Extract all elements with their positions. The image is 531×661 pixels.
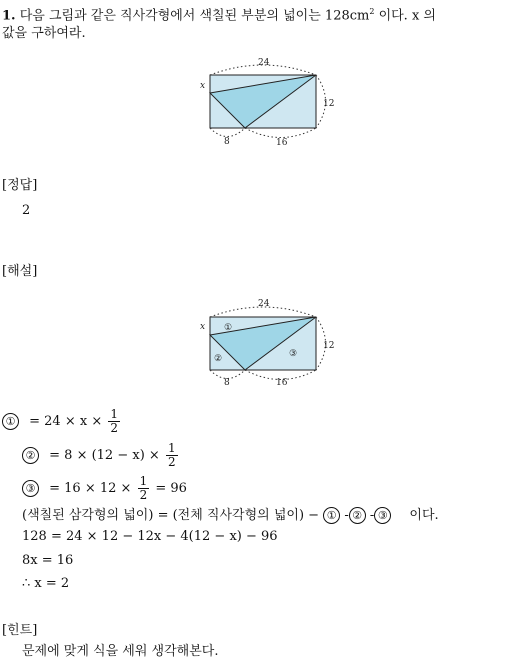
sentence-text: (색칠된 삼각형의 넓이) = (전체 직사각형의 넓이) −: [22, 508, 320, 523]
problem-figure: [195, 55, 345, 147]
fraction-half: $\frac{1}{2}$: [110, 407, 119, 435]
equation-line-6: 8x = 16: [22, 553, 74, 568]
top-label: 24: [258, 299, 270, 309]
area-relation-sentence: [22, 507, 439, 525]
equation-3-text: = 16 × 12 ×: [49, 481, 132, 496]
problem-text: 다음 그림과 같은 직사각형에서 색칠된 부분의 넓이는 128cm: [19, 8, 370, 24]
hint-heading: [힌트]: [2, 623, 38, 638]
bottom-right-label: 16: [276, 378, 288, 385]
circle-2: ②: [349, 507, 366, 524]
hint-text: 문제에 맞게 식을 세워 생각해본다.: [22, 644, 219, 659]
circle-1: ①: [2, 413, 19, 430]
minus-sign: -: [344, 508, 349, 523]
problem-text-end: 이다. x 의: [374, 8, 436, 24]
problem-text-line2: 값을 구하여라.: [2, 26, 86, 41]
x-label: x: [200, 81, 206, 91]
equation-1-text: = 24 × x ×: [29, 414, 103, 429]
answer-heading: [정답]: [2, 178, 38, 193]
problem-number: 1.: [2, 8, 16, 24]
x-label: x: [200, 322, 206, 332]
bottom-left-label: 8: [224, 137, 230, 147]
bottom-left-dimension-arc: [210, 128, 245, 137]
circle-3: ③: [374, 507, 391, 524]
circle-3: ③: [22, 480, 39, 497]
circle-1: ①: [323, 507, 340, 524]
right-label: 12: [323, 99, 335, 109]
bottom-right-dimension-arc: [245, 128, 316, 138]
solution-heading: [해설]: [2, 264, 38, 279]
top-label: 24: [258, 58, 270, 68]
bottom-left-label: 8: [224, 378, 230, 385]
region-3-marker: ③: [289, 349, 298, 359]
answer-value: 2: [22, 203, 31, 218]
equation-line-5: 128 = 24 × 12 − 12x − 4(12 − x) − 96: [22, 529, 278, 544]
problem-statement: [2, 3, 436, 25]
equation-2: [22, 442, 180, 469]
fraction-half: $\frac{1}{2}$: [167, 441, 176, 469]
region-2-marker: ②: [214, 354, 223, 364]
equation-1: [2, 408, 122, 435]
minus-sign: -: [369, 508, 375, 523]
fraction-half: $\frac{1}{2}$: [139, 474, 148, 502]
bottom-right-label: 16: [276, 138, 288, 147]
solution-figure: [195, 293, 345, 385]
sentence-end: 이다.: [409, 508, 439, 523]
circle-2: ②: [22, 447, 39, 464]
right-label: 12: [323, 341, 335, 351]
equation-line-7: ∴ x = 2: [22, 576, 70, 591]
area-unit-exponent: 2: [369, 7, 375, 16]
equation-3-result: = 96: [155, 481, 187, 496]
equation-2-text: = 8 × (12 − x) ×: [49, 448, 160, 463]
region-1-marker: ①: [224, 323, 233, 333]
equation-3: [22, 475, 187, 502]
